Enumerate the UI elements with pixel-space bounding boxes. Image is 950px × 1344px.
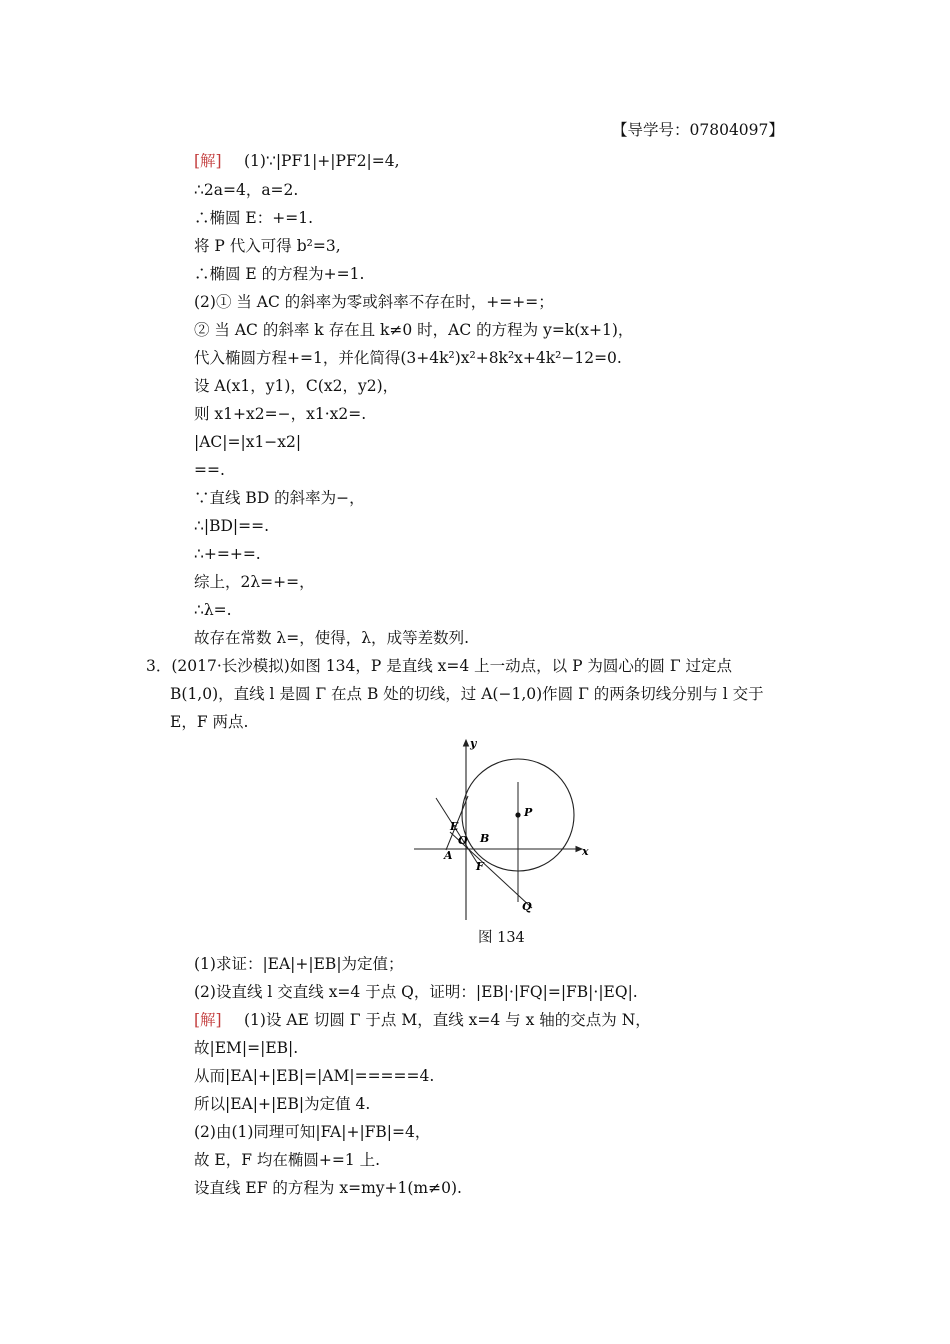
label-q: Q <box>522 900 532 913</box>
solution-line: 设 A(x1，y1)，C(x2，y2)， <box>194 377 399 395</box>
solution-line: 故存在常数 λ=，使得，λ，成等差数列. <box>194 629 469 647</box>
solution-line: 故|EM|=|EB|. <box>194 1039 299 1057</box>
geometry-figure <box>410 732 590 922</box>
problem-line: E，F 两点. <box>170 713 249 731</box>
label-y: y <box>470 737 477 750</box>
solution-line: 综上，2λ=+=， <box>194 573 315 591</box>
solution-line: 从而|EA|+|EB|=|AM|=====4. <box>194 1067 435 1085</box>
solution-line: |AC|=|x1−x2| <box>194 433 302 451</box>
solution-line: ∴λ=. <box>194 601 232 619</box>
label-b: B <box>480 832 490 845</box>
label-a: A <box>444 849 453 862</box>
solution-line: 代入椭圆方程+=1，并化简得(3+4k²)x²+8k²x+4k²−12=0. <box>194 349 622 367</box>
problem-line: B(1,0)，直线 l 是圆 Γ 在点 B 处的切线，过 A(−1,0)作圆 Γ 的两条切线分别与 l 交于 <box>170 685 764 703</box>
label-e: E <box>450 820 459 833</box>
solution-tag: [解] <box>194 1011 222 1029</box>
label-f: F <box>476 860 484 873</box>
solution-line: ∵直线 BD 的斜率为−， <box>194 489 365 507</box>
solution-line: ∴椭圆 E：+=1. <box>194 209 314 227</box>
solution-line: ==. <box>194 461 225 479</box>
label-x: x <box>582 845 589 858</box>
label-o: O <box>458 834 468 847</box>
question-line: (1)求证：|EA|+|EB|为定值； <box>194 955 404 973</box>
point-p <box>515 812 520 817</box>
solution-line: 设直线 EF 的方程为 x=my+1(m≠0). <box>194 1179 462 1197</box>
label-p: P <box>524 806 533 819</box>
question-line: (2)设直线 l 交直线 x=4 于点 Q，证明：|EB|·|FQ|=|FB|·|EQ|. <box>194 983 638 1001</box>
solution-line: ∴椭圆 E 的方程为+=1. <box>194 265 365 283</box>
solution-line: (2)① 当 AC 的斜率为零或斜率不存在时，+=+=； <box>194 293 554 311</box>
reference-number: 【导学号：07804097】 <box>612 121 784 139</box>
solution-tag: [解] <box>194 152 222 170</box>
solution-line: ∴+=+=. <box>194 545 261 563</box>
problem-line: 3．(2017·长沙模拟)如图 134，P 是直线 x=4 上一动点，以 P 为圆心的圆 Γ 过定点 <box>146 657 733 675</box>
solution-line: ∴2a=4，a=2. <box>194 181 299 199</box>
solution-line: 将 P 代入可得 b²=3, <box>194 237 341 255</box>
solution-line: (2)由(1)同理可知|FA|+|FB|=4， <box>194 1123 431 1141</box>
figure-caption: 图 134 <box>478 930 525 946</box>
solution-line: 则 x1+x2=−，x1·x2=. <box>194 405 367 423</box>
solution-line: 故 E，F 均在椭圆+=1 上. <box>194 1151 381 1169</box>
solution-line: (1)∵|PF1|+|PF2|=4, <box>244 152 400 170</box>
solution-line: ∴|BD|==. <box>194 517 270 535</box>
solution-line: (1)设 AE 切圆 Γ 于点 M，直线 x=4 与 x 轴的交点为 N， <box>244 1011 651 1029</box>
solution-line: ② 当 AC 的斜率 k 存在且 k≠0 时，AC 的方程为 y=k(x+1)， <box>194 321 634 339</box>
solution-line: 所以|EA|+|EB|为定值 4. <box>194 1095 371 1113</box>
